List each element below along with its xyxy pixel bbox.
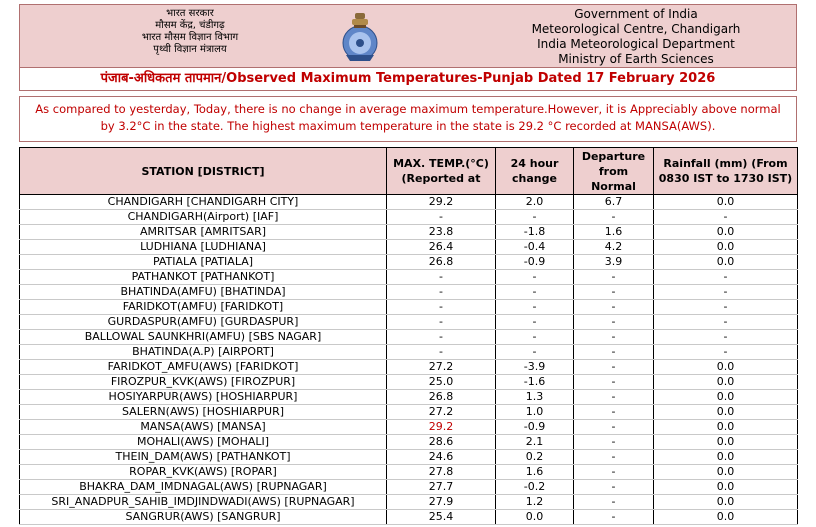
cell-station: BALLOWAL SAUNKHRI(AMFU) [SBS NAGAR] <box>20 330 387 345</box>
table-row <box>20 255 798 270</box>
table-row <box>20 360 798 375</box>
cell-max-temp: 24.6 <box>387 450 496 465</box>
cell-24h-change: 1.2 <box>496 495 574 510</box>
national-emblem-icon <box>340 9 380 65</box>
report-sheet <box>19 4 797 525</box>
english-line: Meteorological Centre, Chandigarh <box>531 22 741 36</box>
cell-max-temp: 26.4 <box>387 240 496 255</box>
cell-departure: - <box>574 405 654 420</box>
cell-rainfall: 0.0 <box>654 420 798 435</box>
cell-rainfall: 0.0 <box>654 390 798 405</box>
cell-departure: - <box>574 300 654 315</box>
cell-station: SALERN(AWS) [HOSHIARPUR] <box>20 405 387 420</box>
cell-rainfall: 0.0 <box>654 450 798 465</box>
cell-24h-change: -0.4 <box>496 240 574 255</box>
cell-max-temp: - <box>387 315 496 330</box>
english-ministry-block <box>516 7 756 67</box>
cell-departure: 3.9 <box>574 255 654 270</box>
cell-departure: - <box>574 420 654 435</box>
cell-max-temp: 27.7 <box>387 480 496 495</box>
cell-rainfall: 0.0 <box>654 375 798 390</box>
cell-24h-change: 2.1 <box>496 435 574 450</box>
cell-max-temp: 26.8 <box>387 390 496 405</box>
cell-rainfall: 0.0 <box>654 240 798 255</box>
cell-max-temp: - <box>387 270 496 285</box>
cell-rainfall: - <box>654 345 798 360</box>
cell-24h-change: 1.6 <box>496 465 574 480</box>
cell-station: FARIDKOT_AMFU(AWS) [FARIDKOT] <box>20 360 387 375</box>
hindi-line: मौसम केंद्र, चंडीगढ़ <box>155 20 225 31</box>
cell-max-temp: - <box>387 300 496 315</box>
table-row <box>20 315 798 330</box>
cell-24h-change: 2.0 <box>496 195 574 210</box>
table-row <box>20 285 798 300</box>
table-row <box>20 330 798 345</box>
cell-rainfall: 0.0 <box>654 405 798 420</box>
cell-departure: - <box>574 510 654 525</box>
english-line: Ministry of Earth Sciences <box>558 52 714 66</box>
cell-rainfall: 0.0 <box>654 510 798 525</box>
cell-24h-change: - <box>496 285 574 300</box>
col-header-station: STATION [DISTRICT] <box>20 148 387 195</box>
cell-rainfall: 0.0 <box>654 495 798 510</box>
table-row <box>20 390 798 405</box>
cell-max-temp: - <box>387 210 496 225</box>
cell-24h-change: 1.3 <box>496 390 574 405</box>
cell-rainfall: 0.0 <box>654 435 798 450</box>
hindi-ministry-block <box>105 8 275 56</box>
cell-departure: - <box>574 270 654 285</box>
cell-24h-change: - <box>496 300 574 315</box>
cell-rainfall: - <box>654 270 798 285</box>
cell-24h-change: -0.9 <box>496 420 574 435</box>
cell-departure: - <box>574 315 654 330</box>
cell-24h-change: -1.6 <box>496 375 574 390</box>
cell-max-temp: 23.8 <box>387 225 496 240</box>
col-header-maxtemp: MAX. TEMP.(°C) (Reported at <box>387 148 496 195</box>
cell-24h-change: - <box>496 315 574 330</box>
cell-station: GURDASPUR(AMFU) [GURDASPUR] <box>20 315 387 330</box>
cell-station: CHANDIGARH(Airport) [IAF] <box>20 210 387 225</box>
english-line: India Meteorological Department <box>537 37 735 51</box>
cell-rainfall: 0.0 <box>654 360 798 375</box>
cell-departure: - <box>574 360 654 375</box>
cell-station: MANSA(AWS) [MANSA] <box>20 420 387 435</box>
cell-max-temp: 27.8 <box>387 465 496 480</box>
cell-station: ROPAR_KVK(AWS) [ROPAR] <box>20 465 387 480</box>
cell-rainfall: 0.0 <box>654 465 798 480</box>
cell-station: LUDHIANA [LUDHIANA] <box>20 240 387 255</box>
cell-departure: - <box>574 345 654 360</box>
cell-departure: - <box>574 450 654 465</box>
table-row <box>20 345 798 360</box>
cell-max-temp: 29.2 <box>387 195 496 210</box>
cell-departure: - <box>574 390 654 405</box>
cell-departure: - <box>574 435 654 450</box>
table-row <box>20 420 798 435</box>
col-header-departure: Departure from Normal <box>574 148 654 195</box>
table-row <box>20 375 798 390</box>
table-row <box>20 270 798 285</box>
cell-rainfall: - <box>654 285 798 300</box>
cell-max-temp: 27.9 <box>387 495 496 510</box>
cell-rainfall: 0.0 <box>654 255 798 270</box>
cell-max-temp: 25.4 <box>387 510 496 525</box>
table-body <box>20 195 798 525</box>
cell-24h-change: - <box>496 210 574 225</box>
cell-rainfall: - <box>654 330 798 345</box>
cell-max-temp: 29.2 <box>387 420 496 435</box>
table-row <box>20 450 798 465</box>
cell-24h-change: -0.9 <box>496 255 574 270</box>
cell-max-temp: 25.0 <box>387 375 496 390</box>
hindi-line: भारत सरकार <box>166 8 214 19</box>
table-row <box>20 225 798 240</box>
table-row <box>20 240 798 255</box>
table-row <box>20 465 798 480</box>
cell-24h-change: 1.0 <box>496 405 574 420</box>
cell-max-temp: 28.6 <box>387 435 496 450</box>
cell-24h-change: 0.0 <box>496 510 574 525</box>
cell-station: FARIDKOT(AMFU) [FARIDKOT] <box>20 300 387 315</box>
cell-rainfall: 0.0 <box>654 480 798 495</box>
cell-departure: - <box>574 480 654 495</box>
cell-24h-change: -0.2 <box>496 480 574 495</box>
table-row <box>20 195 798 210</box>
cell-departure: - <box>574 330 654 345</box>
report-header <box>19 4 797 67</box>
cell-departure: - <box>574 465 654 480</box>
cell-station: BHAKRA_DAM_IMDNAGAL(AWS) [RUPNAGAR] <box>20 480 387 495</box>
cell-max-temp: 27.2 <box>387 360 496 375</box>
cell-station: BHATINDA(AMFU) [BHATINDA] <box>20 285 387 300</box>
table-row <box>20 435 798 450</box>
cell-rainfall: - <box>654 300 798 315</box>
cell-departure: 4.2 <box>574 240 654 255</box>
table-row <box>20 300 798 315</box>
hindi-line: भारत मौसम विज्ञान विभाग <box>141 32 239 43</box>
cell-station: BHATINDA(A.P) [AIRPORT] <box>20 345 387 360</box>
table-header-row <box>20 148 798 195</box>
cell-station: FIROZPUR_KVK(AWS) [FIROZPUR] <box>20 375 387 390</box>
table-row <box>20 495 798 510</box>
table-row <box>20 210 798 225</box>
cell-rainfall: - <box>654 315 798 330</box>
cell-rainfall: - <box>654 210 798 225</box>
cell-station: MOHALI(AWS) [MOHALI] <box>20 435 387 450</box>
cell-24h-change: - <box>496 345 574 360</box>
cell-max-temp: 27.2 <box>387 405 496 420</box>
cell-station: CHANDIGARH [CHANDIGARH CITY] <box>20 195 387 210</box>
temperature-table <box>19 147 798 525</box>
cell-rainfall: 0.0 <box>654 195 798 210</box>
report-title: पंजाब-अधिकतम तापमान/Observed Maximum Temperatures-Punjab Dated 17 February 2026 <box>19 67 797 91</box>
cell-station: PATHANKOT [PATHANKOT] <box>20 270 387 285</box>
table-row <box>20 510 798 525</box>
cell-max-temp: - <box>387 285 496 300</box>
cell-station: THEIN_DAM(AWS) [PATHANKOT] <box>20 450 387 465</box>
cell-station: HOSIYARPUR(AWS) [HOSHIARPUR] <box>20 390 387 405</box>
table-row <box>20 480 798 495</box>
cell-station: SANGRUR(AWS) [SANGRUR] <box>20 510 387 525</box>
cell-24h-change: - <box>496 330 574 345</box>
cell-24h-change: -3.9 <box>496 360 574 375</box>
cell-max-temp: 26.8 <box>387 255 496 270</box>
cell-departure: 1.6 <box>574 225 654 240</box>
cell-departure: 6.7 <box>574 195 654 210</box>
cell-24h-change: 0.2 <box>496 450 574 465</box>
table-row <box>20 405 798 420</box>
cell-24h-change: -1.8 <box>496 225 574 240</box>
col-header-rainfall: Rainfall (mm) (From 0830 IST to 1730 IST) <box>654 148 798 195</box>
cell-station: SRI_ANADPUR_SAHIB_IMDJINDWADI(AWS) [RUPNAGAR] <box>20 495 387 510</box>
cell-max-temp: - <box>387 330 496 345</box>
cell-station: AMRITSAR [AMRITSAR] <box>20 225 387 240</box>
cell-departure: - <box>574 375 654 390</box>
col-header-change: 24 hour change <box>496 148 574 195</box>
cell-24h-change: - <box>496 270 574 285</box>
hindi-line: पृथ्वी विज्ञान मंत्रालय <box>153 44 227 55</box>
summary-text: As compared to yesterday, Today, there is no change in average maximum temperature.However, it is Appreciably above normal by 3.2°C in the state. The highest maximum temperature in the state is 29.2 °C recorded at MANSA(AWS). <box>19 96 797 142</box>
cell-departure: - <box>574 285 654 300</box>
english-line: Government of India <box>574 7 698 21</box>
cell-rainfall: 0.0 <box>654 225 798 240</box>
cell-departure: - <box>574 495 654 510</box>
cell-station: PATIALA [PATIALA] <box>20 255 387 270</box>
cell-max-temp: - <box>387 345 496 360</box>
cell-departure: - <box>574 210 654 225</box>
